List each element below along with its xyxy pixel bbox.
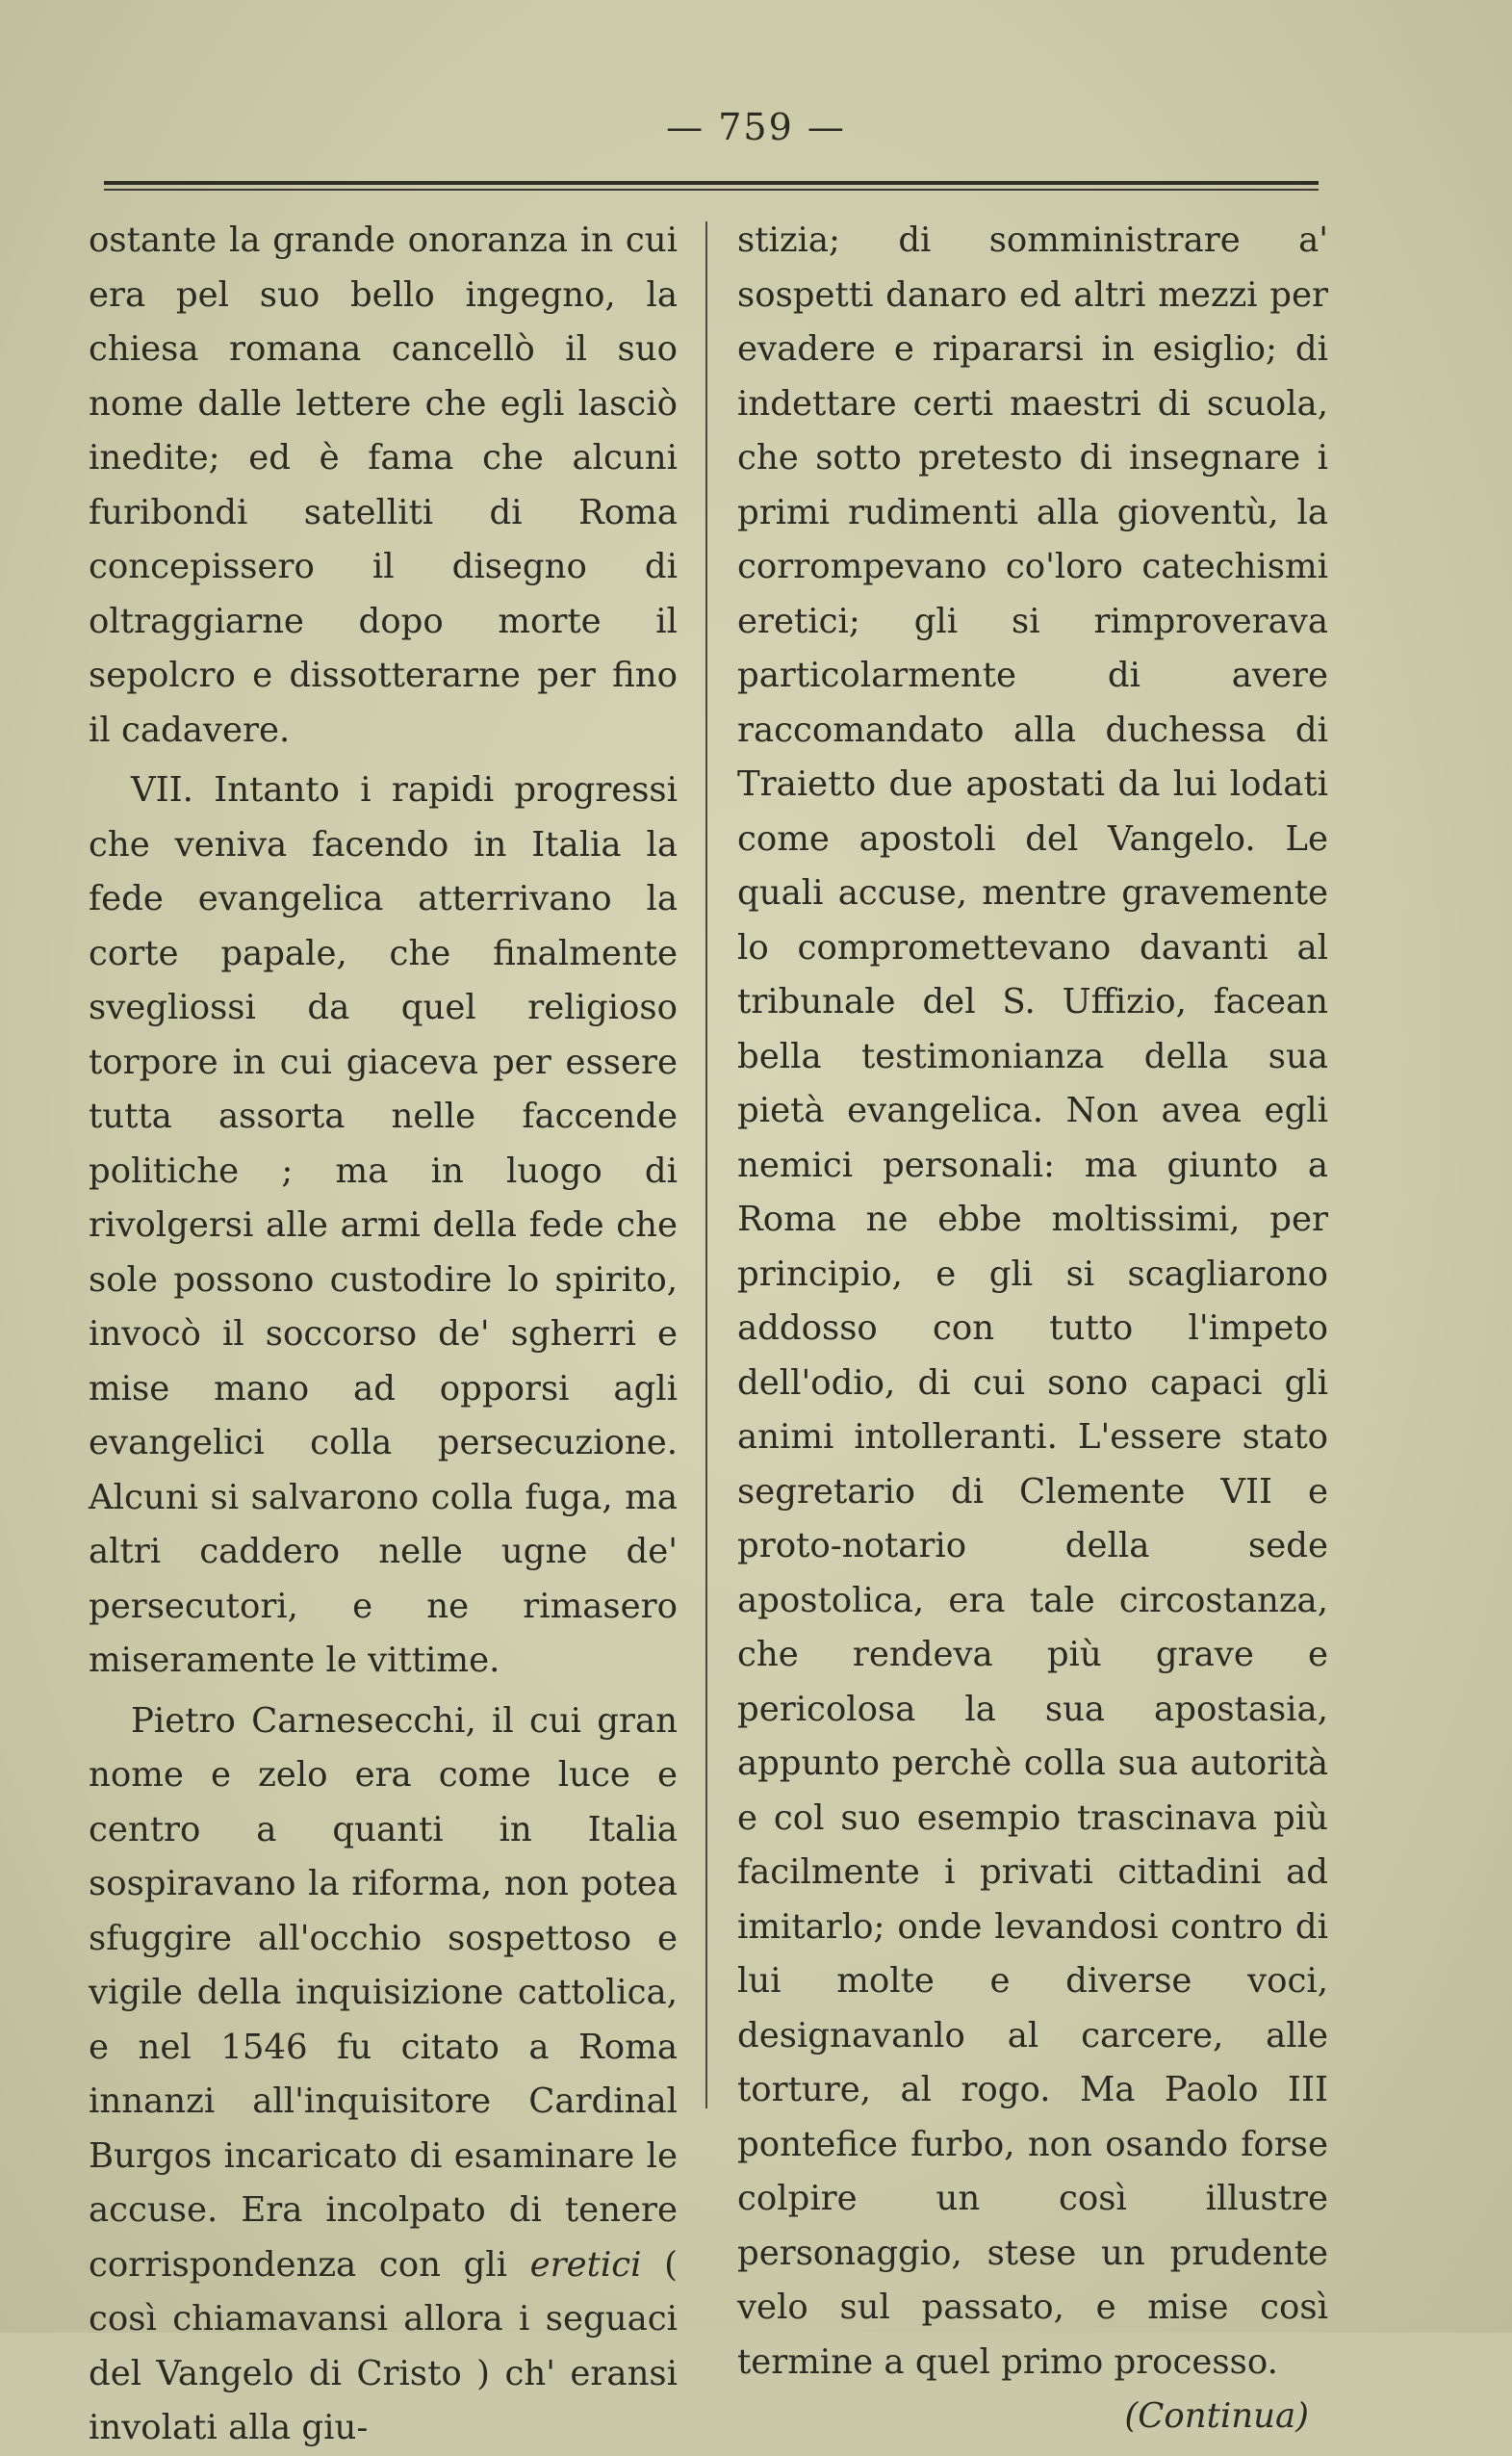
header-rule: [104, 181, 1319, 191]
left-paragraph-3-end: ( così chiamavansi allora i seguaci del Vangelo di Cristo ) ch' eransi involati alla giu-: [89, 2244, 678, 2447]
page-number: — 759 —: [666, 106, 846, 148]
continua-label: (Continua): [1124, 2396, 1309, 2436]
left-column: [89, 214, 678, 2456]
left-paragraph-3: [89, 1694, 678, 2456]
left-paragraph-3-text: Pietro Carnesecchi, il cui gran nome e zelo era come luce e centro a quanti in Italia sospiravano la riforma, non potea sfuggire all'occhio sospettoso e vigile della inquisizione cattolica, e nel 1546 fu citato a Roma innanzi all'inquisitore Cardinal Burgos incaricato di esaminare le accuse. Era incolpato di tenere corrispondenza con gli: [89, 1700, 678, 2285]
right-column: [737, 214, 1328, 2444]
column-divider: [705, 221, 707, 2108]
left-paragraph-1: ostante la grande onoranza in cui era pel suo bello ingegno, la chiesa romana cancellò il suo nome dalle lettere che egli lasciò inedite; ed è fama che alcuni furibondi satelliti di Roma concepissero il disegno di oltraggiarne dopo morte il sepolcro e dissotterarne per fino il cadavere.: [89, 220, 678, 750]
left-paragraph-2: VII. Intanto i rapidi progressi che veniva facendo in Italia la fede evangelica atterrivano la corte papale, che finalmente svegliossi da quel religioso torpore in cui giaceva per essere tutta assorta nelle faccende politiche ; ma in luogo di rivolgersi alle armi della fede che sole possono custodire lo spirito, invocò il soccorso de' sgherri e mise mano ad opporsi agli evangelici colla persecuzione. Alcuni si salvarono colla fuga, ma altri caddero nelle ugne de' persecutori, e ne rimasero miseramente le vittime.: [89, 770, 678, 1680]
italic-eretici: eretici: [529, 2244, 642, 2285]
right-paragraph-1: stizia; di somministrare a' sospetti danaro ed altri mezzi per evadere e ripararsi in esiglio; di indettare certi maestri di scuola, che sotto pretesto di insegnare i primi rudimenti alla gioventù, la corrompevano co'loro catechismi eretici; gli si rimproverava particolarmente di avere raccomandato alla duchessa di Traietto due apostati da lui lodati come apostoli del Vangelo. Le quali accuse, mentre gravemente lo compromettevano davanti al tribunale del S. Uffizio, facean bella testimonianza della sua pietà evangelica. Non avea egli nemici personali: ma giunto a Roma ne ebbe moltissimi, per principio, e gli si scagliarono addosso con tutto l'impeto dell'odio, di cui sono capaci gli animi intolleranti. L'essere stato segretario di Clemente VII e proto-notario della sede apostolica, era tale circostanza, che rendeva più grave e pericolosa la sua apostasia, appunto perchè colla sua autorità e col suo esempio trascinava più facilmente i privati cittadini ad imitarlo; onde levandosi contro di lui molte e diverse voci, designavanlo al carcere, alle torture, al rogo. Ma Paolo III pontefice furbo, non osando forse colpire un così illustre personaggio, stese un prudente velo sul passato, e mise così termine a quel primo processo.: [737, 220, 1328, 2382]
continua-line: [737, 2390, 1328, 2444]
